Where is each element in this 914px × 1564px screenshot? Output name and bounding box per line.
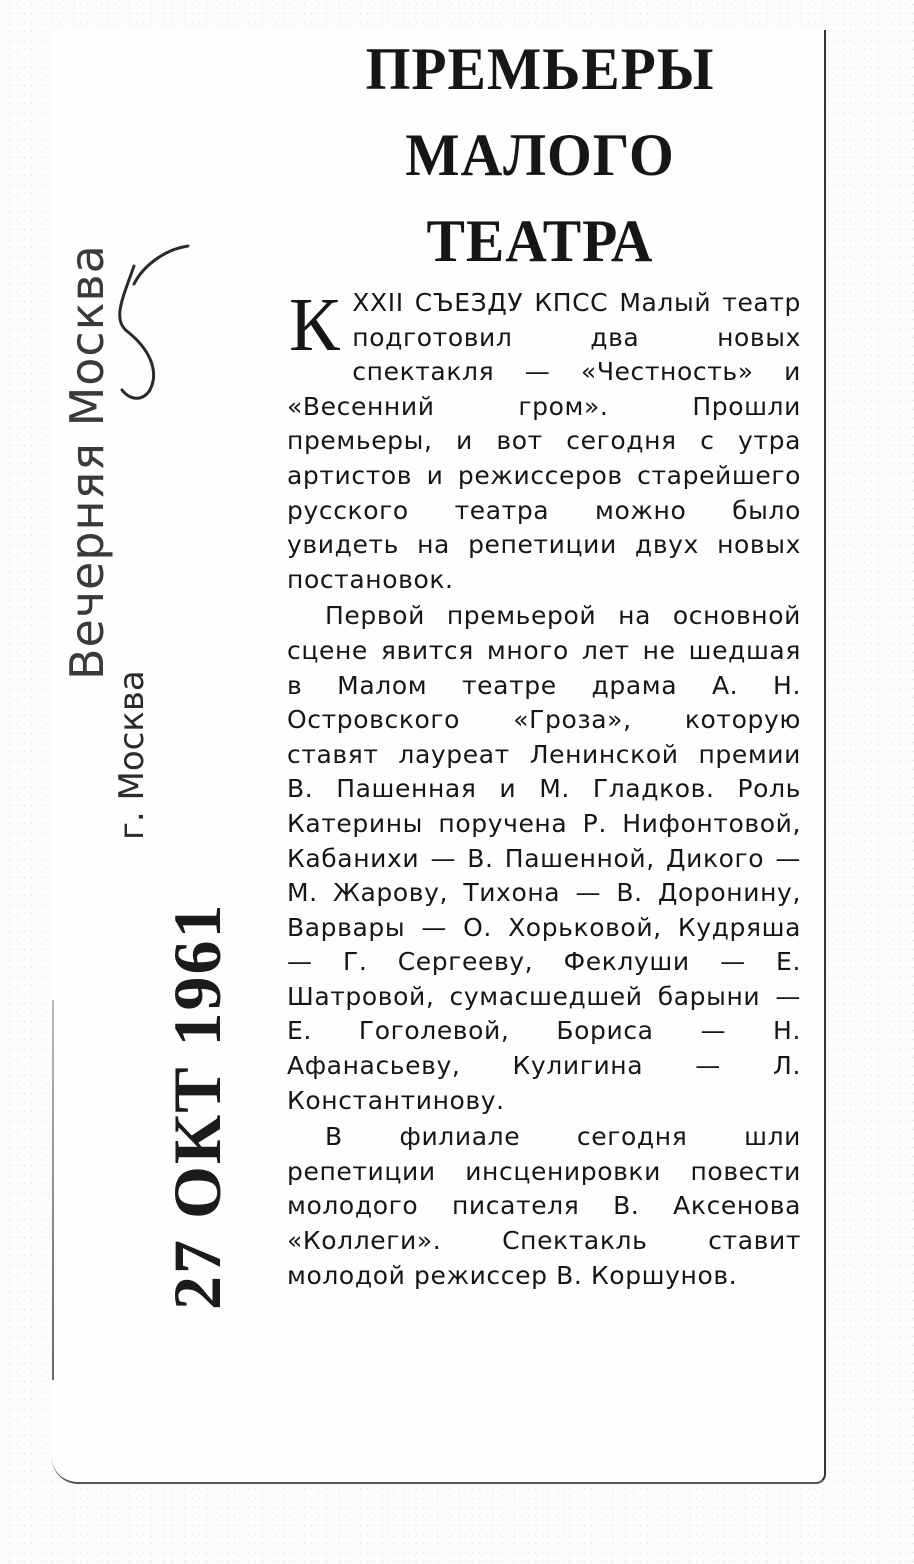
article-body [287,283,801,1293]
headline-line-2: МАЛОГО [405,122,675,188]
clipping-edge [52,1000,54,1380]
headline-line-1: ПРЕМЬЕРЫ [365,36,715,102]
headline-line-3: ТЕАТРА [426,208,654,274]
paragraph-1 [287,283,801,597]
newspaper-name: Вечерняя Москва [60,244,114,680]
paragraph-3: В филиале сегодня шли репетиции инсценировки повести молодого писателя В. Аксенова «Коллеги». Спектакль ставит молодой режиссер В. Коршунов. [287,1122,801,1290]
handwritten-five-mark [100,240,200,410]
paragraph-1-text: ХХII СЪЕЗДУ КПСС Малый театр подготовил два новых спектакля — «Честность» и «Весенний гром». Прошли премьеры, и вот сегодня с утра артистов и режиссеров старейшего русского театра можно было увидеть на репетиции двух новых постановок. [287,288,801,594]
article-headline [290,26,789,284]
date-stamp: 27 ОКТ 1961 [159,902,235,1310]
archive-stamp [60,244,235,1310]
city-name: г. Москва [112,670,152,840]
drop-cap: К [289,283,341,367]
paragraph-2: Первой премьерой на основной сцене явится много лет не шедшая в Малом театре драма А. Н. Островского «Гроза», которую ставят лауреат Ленинской премии В. Пашенная и М. Гладков. Роль Катерины поручена Р. Нифонтовой, Кабанихи — В. Пашенной, Дикого — М. Жарову, Тихона — В. Доронину, Варвары — О. Хорьковой, Кудряша — Г. Сергееву, Феклуши — Е. Шатровой, сумасшедшей барыни — Е. Гоголевой, Бориса — Н. Афанасьеву, Кулигина — Л. Константинову. [287,601,801,1115]
